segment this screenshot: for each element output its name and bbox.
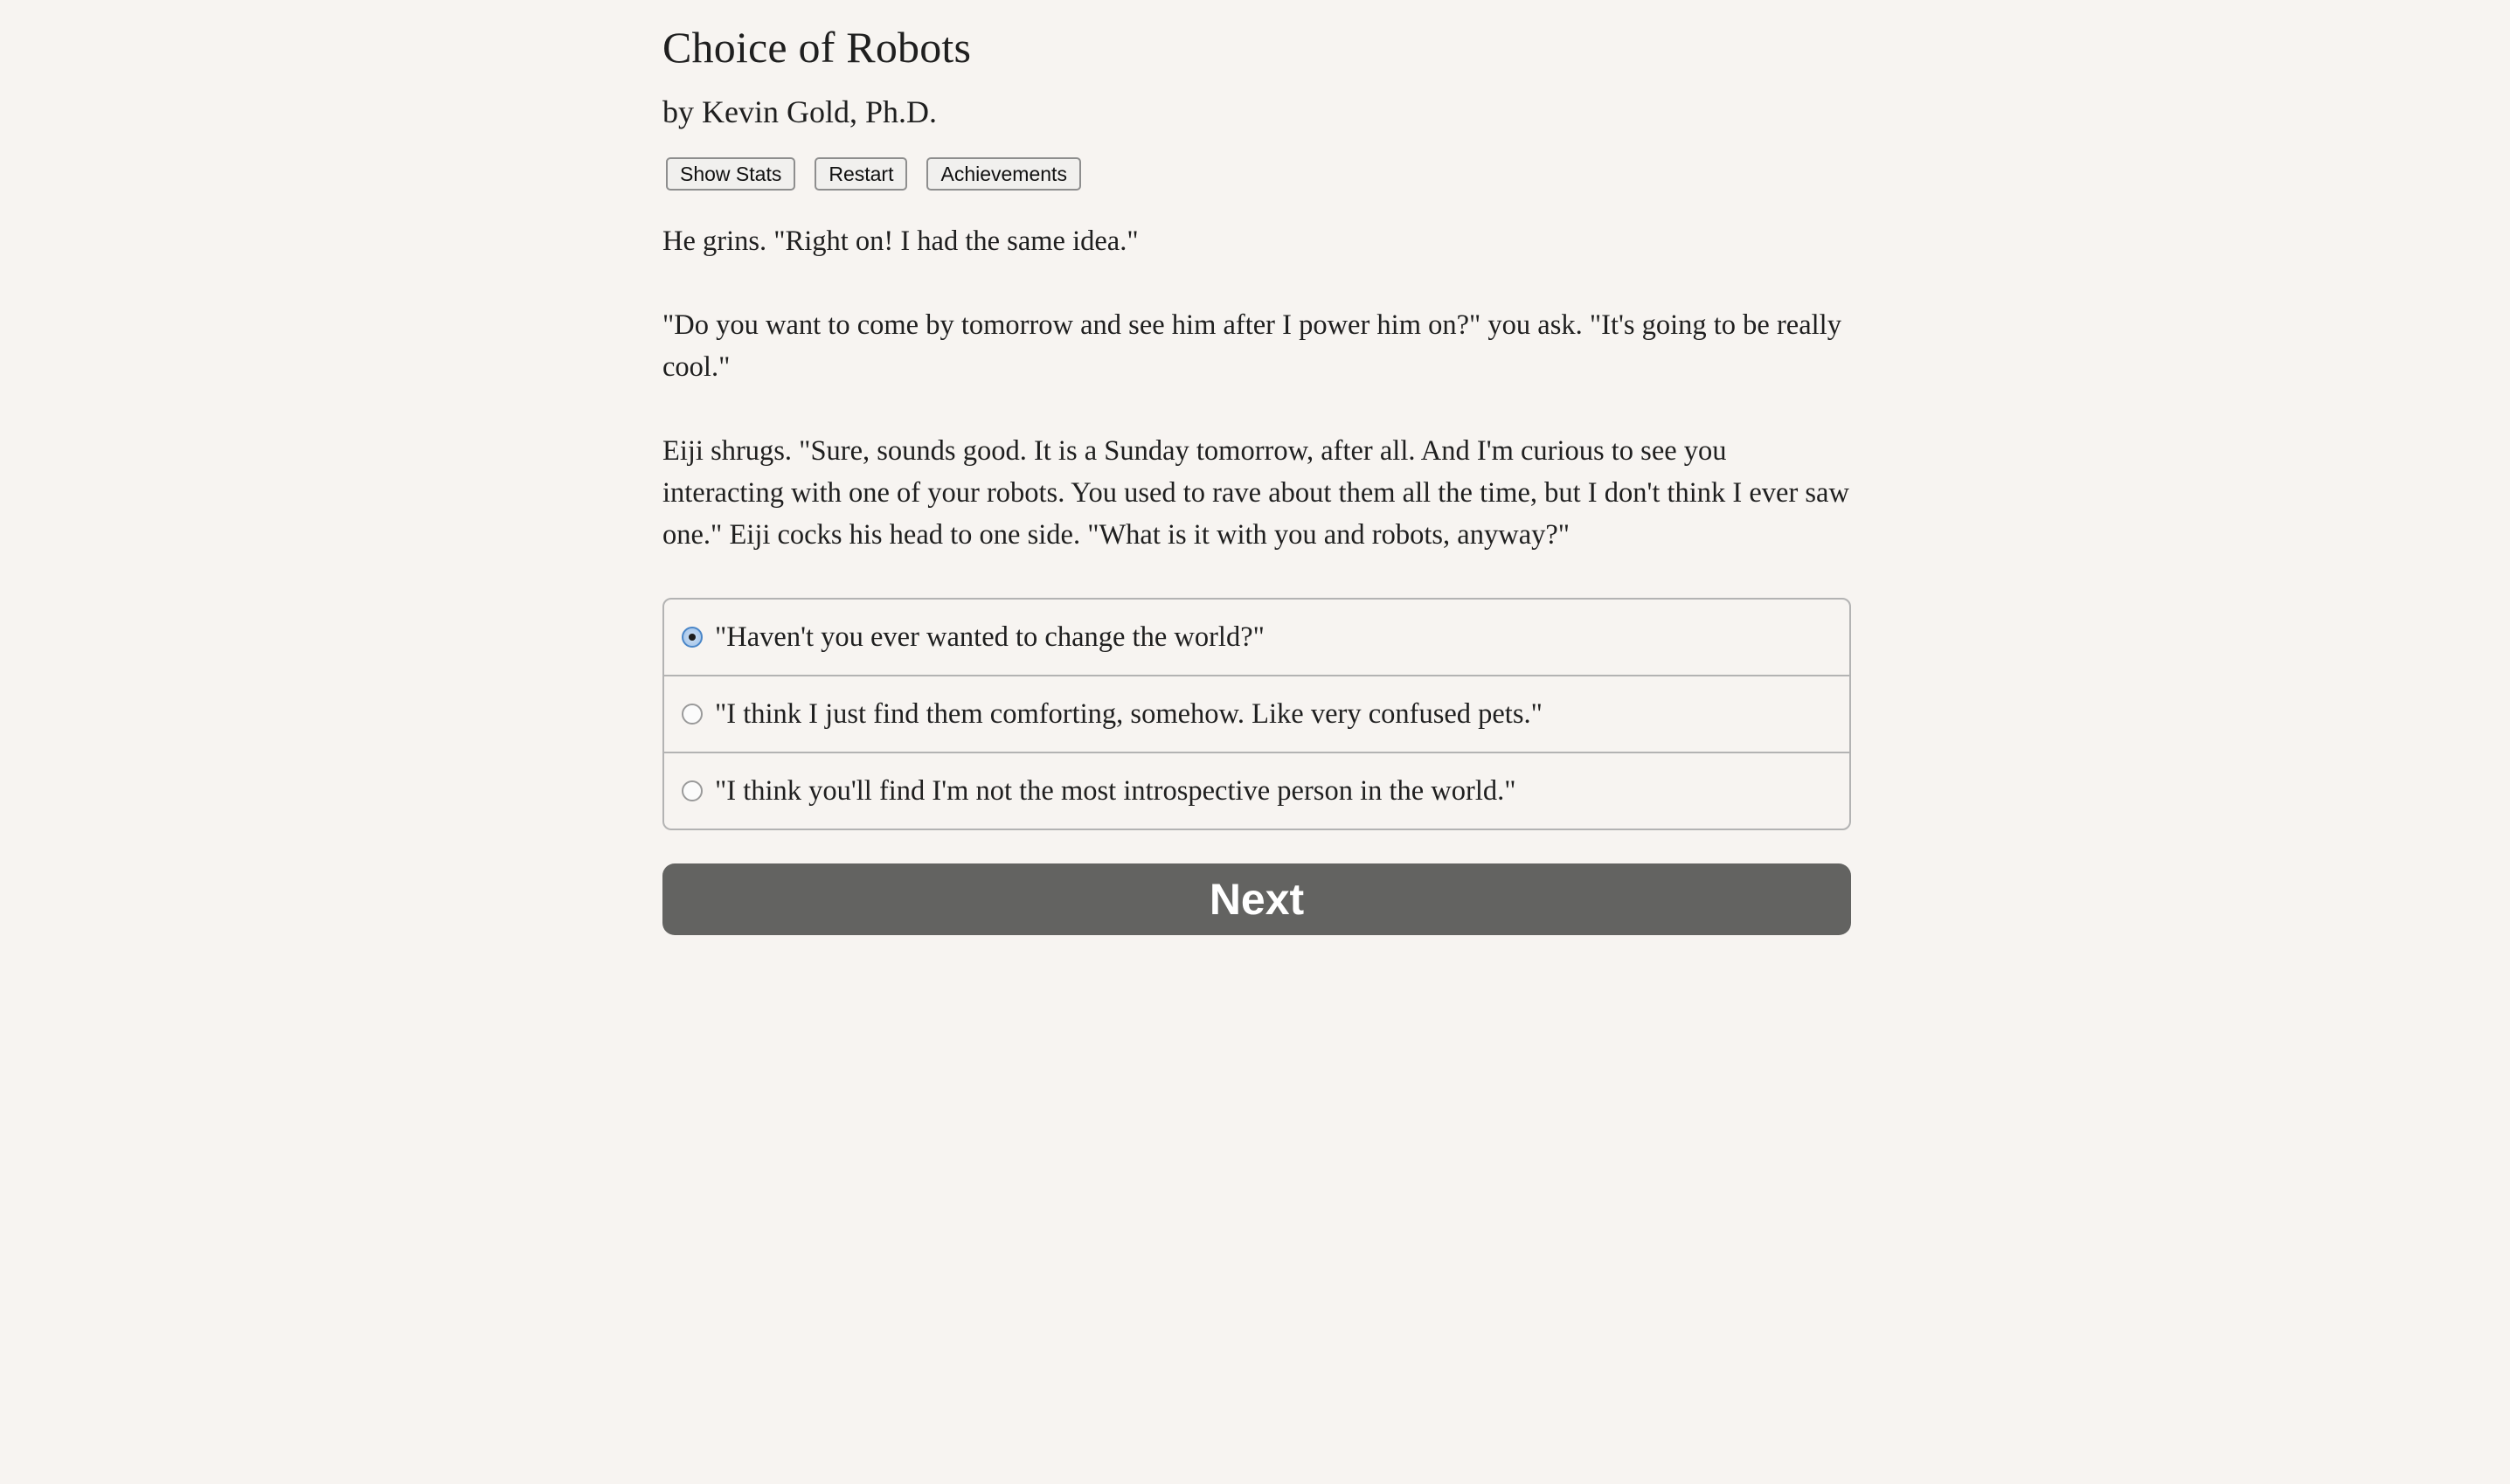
radio-dot-icon <box>689 634 696 641</box>
restart-button[interactable]: Restart <box>815 157 907 191</box>
choice-option-introspective[interactable] <box>664 752 1849 829</box>
choice-option-change-world[interactable] <box>664 600 1849 675</box>
story-paragraph: "Do you want to come by tomorrow and see him after I power him on?" you ask. "It's going to be really cool." <box>662 309 1841 383</box>
toolbar <box>662 157 1851 191</box>
story-text <box>662 220 1851 556</box>
radio-button[interactable] <box>682 704 703 725</box>
story-paragraph: He grins. "Right on! I had the same idea." <box>662 225 1139 257</box>
choice-label: "Haven't you ever wanted to change the world?" <box>715 621 1265 653</box>
radio-button-selected[interactable] <box>682 627 703 648</box>
next-button[interactable]: Next <box>662 863 1851 935</box>
show-stats-button[interactable]: Show Stats <box>666 157 795 191</box>
story-paragraph: Eiji shrugs. "Sure, sounds good. It is a Sunday tomorrow, after all. And I'm curious to see you interacting with one of your robots. You used to rave about them all the time, but I don't think I ever saw one." Eiji cocks his head to one side. "What is it with you and robots, anyway?" <box>662 435 1849 551</box>
choice-label: "I think I just find them comforting, somehow. Like very confused pets." <box>715 697 1543 730</box>
game-author: by Kevin Gold, Ph.D. <box>662 94 937 129</box>
choice-list <box>662 598 1851 830</box>
choice-option-comforting[interactable] <box>664 675 1849 752</box>
game-title: Choice of Robots <box>662 23 972 72</box>
radio-button[interactable] <box>682 780 703 801</box>
game-container <box>662 0 1851 935</box>
choice-label: "I think you'll find I'm not the most introspective person in the world." <box>715 774 1516 807</box>
achievements-button[interactable]: Achievements <box>926 157 1080 191</box>
